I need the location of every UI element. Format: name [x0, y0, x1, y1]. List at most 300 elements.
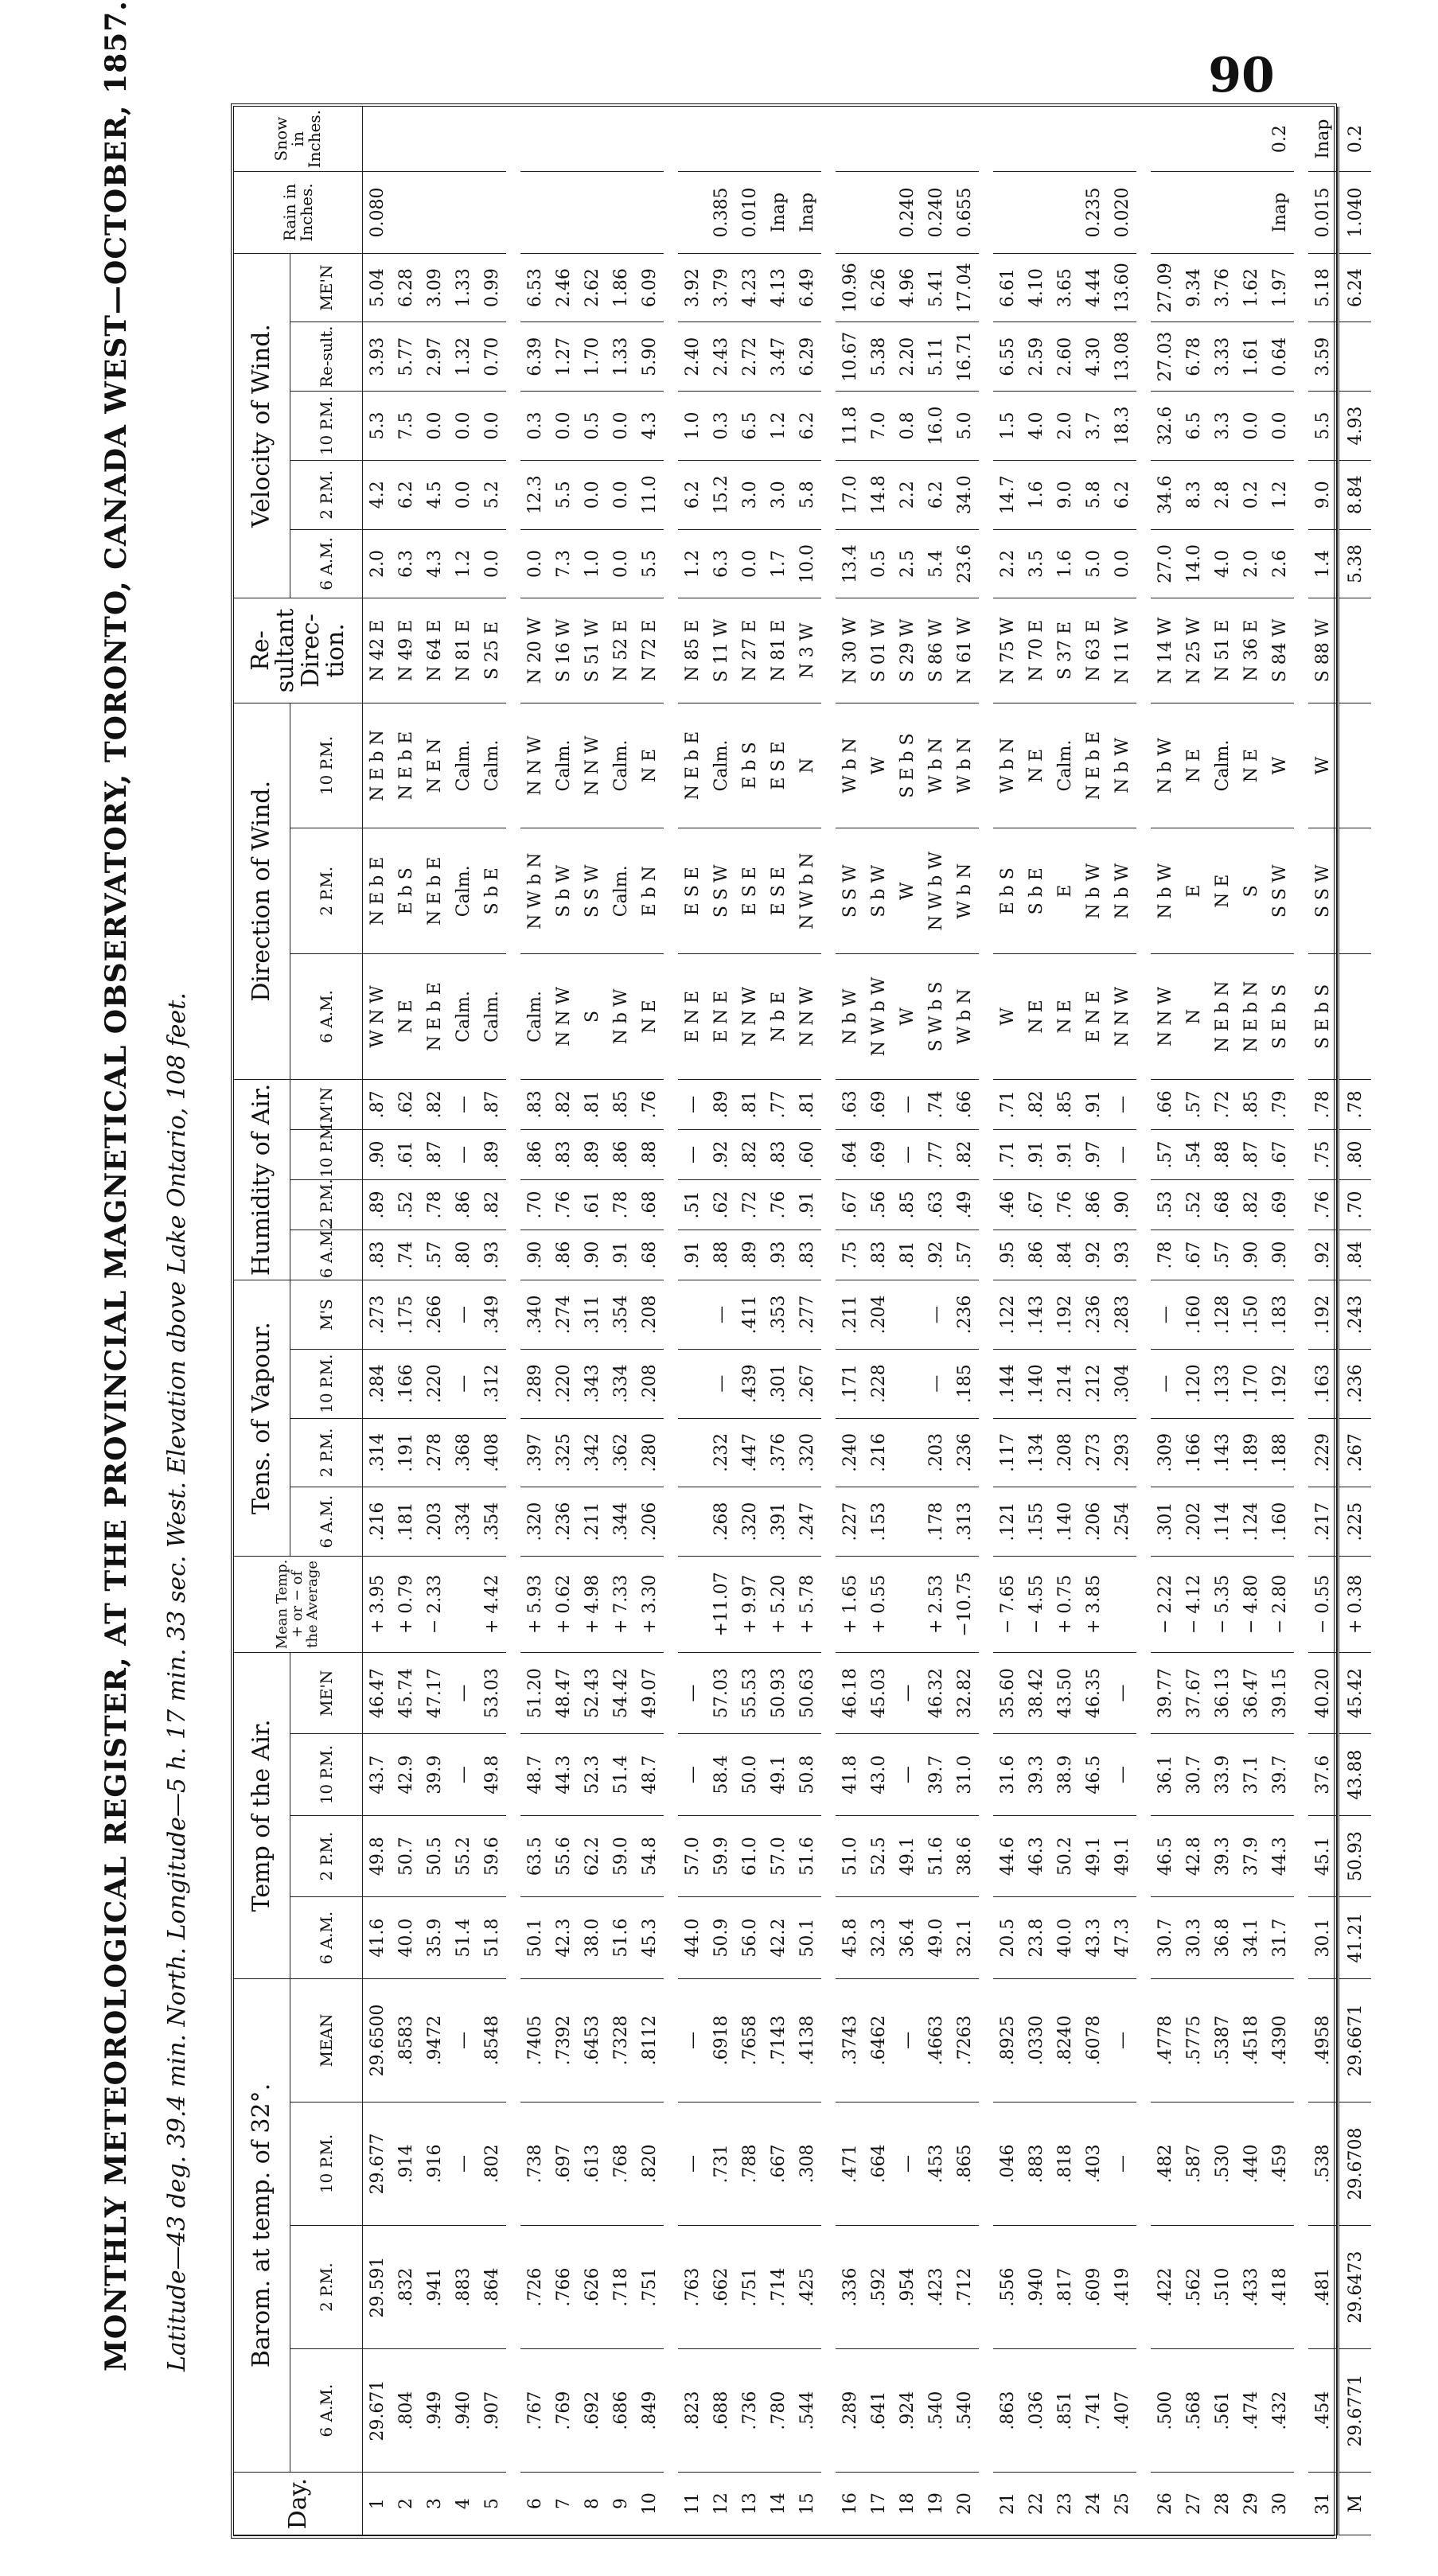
row-spacer [821, 107, 836, 2535]
table-cell: 9 [606, 2473, 635, 2535]
table-cell: N N W [1108, 954, 1136, 1080]
table-cell: N N W [578, 703, 606, 828]
table-cell: .90 [363, 1129, 392, 1179]
table-cell: .738 [520, 2102, 549, 2225]
row-spacer [1294, 107, 1308, 2535]
table-cell: .308 [793, 2102, 821, 2225]
table-cell: 23.8 [1022, 1897, 1050, 1978]
table-cell: .865 [950, 2102, 979, 2225]
table-cell: .664 [864, 2102, 893, 2225]
table-cell: .353 [764, 1280, 793, 1350]
table-cell: 41.21 [1339, 1897, 1372, 1978]
table-cell: 2.46 [549, 253, 578, 322]
table-cell: 0.64 [1265, 322, 1294, 392]
table-cell: .768 [606, 2102, 635, 2225]
table-cell: .192 [1050, 1280, 1079, 1350]
table-cell: 3.79 [707, 253, 735, 322]
table-cell: 2.0 [1050, 392, 1079, 461]
table-cell: S 37 E [1050, 598, 1079, 703]
table-cell: 6.39 [520, 322, 549, 392]
page-subtitle: Latitude—43 deg. 39.4 min. North. Longitude—5 h. 17 min. 33 sec. West. Elevation above Lake Ontario, 108 feet. [163, 992, 191, 2371]
table-cell: 3.93 [363, 322, 392, 392]
table-cell: + 0.55 [864, 1557, 893, 1653]
table-cell: 49.1 [1079, 1815, 1108, 1896]
table-cell: S [578, 954, 606, 1080]
table-cell: Calm. [477, 954, 506, 1080]
table-cell: 55.53 [735, 1652, 764, 1734]
table-cell: .254 [1108, 1487, 1136, 1557]
table-cell: N 3 W [793, 598, 821, 703]
table-cell: .89 [707, 1079, 735, 1129]
table-cell: .587 [1179, 2102, 1208, 2225]
table-cell: .86 [520, 1129, 549, 1179]
table-cell: .74 [922, 1079, 950, 1129]
table-cell: 0.0 [735, 529, 764, 598]
table-cell: .90 [1237, 1230, 1265, 1280]
table-cell: .686 [606, 2349, 635, 2473]
table-cell: .751 [635, 2226, 664, 2349]
table-cell: + 9.97 [735, 1557, 764, 1653]
table-cell: .217 [1308, 1487, 1339, 1557]
table-cell: 1.2 [764, 392, 793, 461]
table-cell: .818 [1050, 2102, 1079, 2225]
table-cell: 47.3 [1108, 1897, 1136, 1978]
table-cell: 2.43 [707, 322, 735, 392]
table-cell: 5.4 [922, 529, 950, 598]
table-cell: .418 [1265, 2226, 1294, 2349]
table-cell: .763 [678, 2226, 707, 2349]
table-cell: .481 [1308, 2226, 1339, 2349]
table-cell: .83 [764, 1129, 793, 1179]
table-cell: .229 [1308, 1418, 1339, 1487]
table-cell: .77 [922, 1129, 950, 1179]
table-cell: 1.27 [549, 322, 578, 392]
table-cell: 2.20 [893, 322, 922, 392]
table-cell [392, 172, 420, 253]
table-cell: 9.34 [1179, 253, 1208, 322]
spacer-cell [506, 107, 520, 2535]
table-cell: 6.2 [922, 460, 950, 529]
table-cell: 46.3 [1022, 1815, 1050, 1896]
table-cell: 2 [392, 2473, 420, 2535]
table-cell [363, 107, 392, 172]
table-cell: E S E [735, 828, 764, 954]
table-cell: 29.591 [363, 2226, 392, 2349]
table-cell: .49 [950, 1179, 979, 1230]
table-cell: .714 [764, 2226, 793, 2349]
table-cell: 6.3 [707, 529, 735, 598]
table-cell: 22 [1022, 2473, 1050, 2535]
table-cell: 3.09 [420, 253, 449, 322]
table-cell: 5.38 [1339, 529, 1372, 598]
table-cell: 30 [1265, 2473, 1294, 2535]
sub-hum-mean: M'N [290, 1079, 363, 1129]
table-cell: 9.0 [1308, 460, 1339, 529]
table-cell: Calm. [449, 954, 477, 1080]
table-cell: .354 [477, 1487, 506, 1557]
table-cell: .86 [549, 1230, 578, 1280]
table-cell: 36.47 [1237, 1652, 1265, 1734]
table-cell: 40.20 [1308, 1652, 1339, 1734]
table-cell: .86 [1022, 1230, 1050, 1280]
sub-temp-6am: 6 A.M. [290, 1897, 363, 1978]
table-cell: .214 [1050, 1349, 1079, 1418]
table-cell: 18 [893, 2473, 922, 2535]
table-cell: 19 [922, 2473, 950, 2535]
table-cell: S b E [477, 828, 506, 954]
table-cell: 6.61 [993, 253, 1022, 322]
table-cell [922, 107, 950, 172]
table-cell: .949 [420, 2349, 449, 2473]
table-cell: .334 [606, 1349, 635, 1418]
table-row [764, 107, 793, 2535]
table-cell: .208 [1050, 1418, 1079, 1487]
table-cell: .91 [1050, 1129, 1079, 1179]
table-cell: 10.0 [793, 529, 821, 598]
table-cell [606, 172, 635, 253]
table-cell: 1.6 [1050, 529, 1079, 598]
table-cell: .236 [1079, 1280, 1108, 1350]
table-cell: .57 [950, 1230, 979, 1280]
table-cell: 35.60 [993, 1652, 1022, 1734]
table-cell: .92 [707, 1129, 735, 1179]
table-cell: .289 [836, 2349, 864, 2473]
table-cell: 5.2 [477, 460, 506, 529]
table-cell: Calm. [477, 703, 506, 828]
table-cell: .225 [1339, 1487, 1372, 1557]
page-number: 90 [1208, 48, 1275, 103]
table-cell: 0.0 [449, 460, 477, 529]
table-cell: .93 [477, 1230, 506, 1280]
table-cell: .86 [1079, 1179, 1108, 1230]
table-row [392, 107, 420, 2535]
table-cell: .70 [520, 1179, 549, 1230]
table-cell [1339, 828, 1372, 954]
table-cell: 48.7 [520, 1734, 549, 1815]
table-cell: .268 [707, 1487, 735, 1557]
table-cell: 46.47 [363, 1652, 392, 1734]
table-cell: 27.09 [1151, 253, 1179, 322]
table-cell: .120 [1179, 1349, 1208, 1418]
table-cell: 3.0 [764, 460, 793, 529]
table-cell: .84 [1050, 1230, 1079, 1280]
table-cell: 0.3 [707, 392, 735, 461]
table-cell: 38.6 [950, 1815, 979, 1896]
table-cell: .592 [864, 2226, 893, 2349]
table-cell: .7405 [520, 1978, 549, 2102]
table-cell: .216 [363, 1487, 392, 1557]
table-cell: 4.44 [1079, 253, 1108, 322]
table-cell: .52 [1179, 1179, 1208, 1230]
table-row [1022, 107, 1050, 2535]
table-cell: 41.6 [363, 1897, 392, 1978]
table-cell: 10 [635, 2473, 664, 2535]
table-row [635, 107, 664, 2535]
table-cell: 49.07 [635, 1652, 664, 1734]
table-cell: .143 [1022, 1280, 1050, 1350]
table-cell: 13 [735, 2473, 764, 2535]
table-cell: N E [635, 703, 664, 828]
table-cell: .88 [1208, 1129, 1237, 1179]
table-cell: 46.5 [1151, 1815, 1179, 1896]
table-cell: .208 [635, 1280, 664, 1350]
table-cell: .82 [950, 1129, 979, 1179]
table-cell: — [1151, 1280, 1179, 1350]
table-cell: Calm. [606, 703, 635, 828]
table-cell: 43.50 [1050, 1652, 1079, 1734]
table-cell: .75 [1308, 1129, 1339, 1179]
table-cell: 5.11 [922, 322, 950, 392]
table-cell: — [449, 1129, 477, 1179]
table-cell: .91 [1079, 1079, 1108, 1129]
table-cell [836, 172, 864, 253]
table-cell: .82 [420, 1079, 449, 1129]
table-cell: .178 [922, 1487, 950, 1557]
table-cell: 8 [578, 2473, 606, 2535]
table-cell [764, 107, 793, 172]
table-cell: .211 [836, 1280, 864, 1350]
table-cell: 13.4 [836, 529, 864, 598]
table-cell: .941 [420, 2226, 449, 2349]
table-cell: .82 [549, 1079, 578, 1129]
table-cell: 4.5 [420, 460, 449, 529]
table-cell: .216 [864, 1418, 893, 1487]
table-cell: .160 [1265, 1487, 1294, 1557]
header-barometer: Barom. at temp. of 32°. [234, 1978, 290, 2472]
table-cell: .80 [1339, 1129, 1372, 1179]
header-mean-temp: Mean Temp. + or − of the Average [234, 1557, 363, 1653]
table-cell: N [793, 703, 821, 828]
table-cell: + 1.65 [836, 1557, 864, 1653]
table-cell: N 20 W [520, 598, 549, 703]
table-cell: .78 [606, 1179, 635, 1230]
table-cell: 4.30 [1079, 322, 1108, 392]
table-cell: .924 [893, 2349, 922, 2473]
header-vapour: Tens. of Vapour. [234, 1280, 290, 1557]
table-cell: 1.7 [764, 529, 793, 598]
table-cell: + 5.20 [764, 1557, 793, 1653]
table-cell: 1.33 [449, 253, 477, 322]
table-cell: .530 [1208, 2102, 1237, 2225]
table-cell: E S E [764, 828, 793, 954]
table-cell: 51.20 [520, 1652, 549, 1734]
table-cell: 38.0 [578, 1897, 606, 1978]
table-cell: 45.42 [1339, 1652, 1372, 1734]
table-row [1050, 107, 1079, 2535]
table-cell: 42.3 [549, 1897, 578, 1978]
table-cell: .4138 [793, 1978, 821, 2102]
table-cell: E [1179, 828, 1208, 954]
table-cell [678, 1349, 707, 1418]
table-cell: .613 [578, 2102, 606, 2225]
table-cell [893, 1487, 922, 1557]
table-cell: .128 [1208, 1280, 1237, 1350]
table-cell: .203 [420, 1487, 449, 1557]
table-cell: .540 [922, 2349, 950, 2473]
table-cell: .82 [735, 1129, 764, 1179]
table-cell: 32.82 [950, 1652, 979, 1734]
table-cell: .4390 [1265, 1978, 1294, 2102]
table-cell [836, 107, 864, 172]
table-cell: .454 [1308, 2349, 1339, 2473]
table-cell: — [449, 1652, 477, 1734]
table-cell: .192 [1308, 1280, 1339, 1350]
table-cell: S 84 W [1265, 598, 1294, 703]
table-cell: + 7.33 [606, 1557, 635, 1653]
table-cell: 10.67 [836, 322, 864, 392]
table-cell [477, 107, 506, 172]
table-cell: 20 [950, 2473, 979, 2535]
table-cell: N 72 E [635, 598, 664, 703]
table-cell: .212 [1079, 1349, 1108, 1418]
table-cell: N W b N [520, 828, 549, 954]
table-cell: .340 [520, 1280, 549, 1350]
table-cell [1179, 107, 1208, 172]
table-cell [1208, 107, 1237, 172]
table-cell: W [993, 954, 1022, 1080]
table-cell: .114 [1208, 1487, 1237, 1557]
meteorological-register-table [234, 107, 1371, 2535]
table-cell: − 7.65 [993, 1557, 1022, 1653]
table-cell: .81 [893, 1230, 922, 1280]
table-cell: .83 [520, 1079, 549, 1129]
table-cell: + 3.30 [635, 1557, 664, 1653]
table-cell: N 81 E [449, 598, 477, 703]
table-cell: .92 [1079, 1230, 1108, 1280]
table-cell: 0.0 [606, 529, 635, 598]
table-cell: .62 [707, 1179, 735, 1230]
table-cell: .91 [793, 1179, 821, 1230]
table-cell: N b W [836, 954, 864, 1080]
table-row [678, 107, 707, 2535]
table-cell: .88 [635, 1129, 664, 1179]
table-cell: .57 [420, 1230, 449, 1280]
table-cell: S E b S [1308, 954, 1339, 1080]
sub-barom-2pm: 2 P.M. [290, 2226, 363, 2349]
spacer-cell [664, 107, 678, 2535]
table-cell: .354 [606, 1280, 635, 1350]
table-cell: 34.1 [1237, 1897, 1265, 1978]
table-cell: .433 [1237, 2226, 1265, 2349]
table-cell: N W b N [793, 828, 821, 954]
table-cell: .122 [993, 1280, 1022, 1350]
table-cell: .133 [1208, 1349, 1237, 1418]
table-cell: .150 [1237, 1280, 1265, 1350]
table-cell: .84 [1339, 1230, 1372, 1280]
table-cell: 3.92 [678, 253, 707, 322]
table-cell: .88 [707, 1230, 735, 1280]
table-cell [1179, 172, 1208, 253]
table-cell: 6.2 [678, 460, 707, 529]
table-cell: N E b E [1079, 703, 1108, 828]
table-cell: N 30 W [836, 598, 864, 703]
table-cell: N W b W [922, 828, 950, 954]
table-cell: 5.90 [635, 322, 664, 392]
table-cell: S 51 W [578, 598, 606, 703]
table-cell: .143 [1208, 1418, 1237, 1487]
sub-dir-2pm: 2 P.M. [290, 828, 363, 954]
table-cell: + 4.98 [578, 1557, 606, 1653]
table-cell: .425 [793, 2226, 821, 2349]
table-cell: 37.9 [1237, 1815, 1265, 1896]
table-cell: .314 [363, 1418, 392, 1487]
table-cell: .76 [1050, 1179, 1079, 1230]
table-cell: N 49 E [392, 598, 420, 703]
table-cell: 0.0 [420, 392, 449, 461]
table-cell: .407 [1108, 2349, 1136, 2473]
table-cell: .80 [449, 1230, 477, 1280]
table-cell: .63 [922, 1179, 950, 1230]
table-cell: + 3.95 [363, 1557, 392, 1653]
table-cell: 14.7 [993, 460, 1022, 529]
table-cell: .91 [606, 1230, 635, 1280]
table-cell: N E b N [1237, 954, 1265, 1080]
table-cell: Calm. [549, 703, 578, 828]
table-cell: .72 [1208, 1079, 1237, 1129]
table-cell [1022, 172, 1050, 253]
table-cell: .82 [1022, 1079, 1050, 1129]
table-cell: — [678, 1079, 707, 1129]
table-cell: .6078 [1079, 1978, 1108, 2102]
table-cell: 3.0 [735, 460, 764, 529]
table-cell: .301 [764, 1349, 793, 1418]
table-cell: — [893, 1129, 922, 1179]
sub-temp-2pm: 2 P.M. [290, 1815, 363, 1896]
table-cell: .474 [1237, 2349, 1265, 2473]
table-row [836, 107, 864, 2535]
table-cell: .236 [950, 1280, 979, 1350]
table-cell: 0.015 [1308, 172, 1339, 253]
sub-vel-result: Re-sult. [290, 322, 363, 392]
table-cell: .87 [477, 1079, 506, 1129]
table-row [950, 107, 979, 2535]
table-cell: + 0.79 [392, 1557, 420, 1653]
table-cell: 29 [1237, 2473, 1265, 2535]
table-cell: Calm. [449, 703, 477, 828]
table-cell: .832 [392, 2226, 420, 2349]
table-cell: 29.6473 [1339, 2226, 1372, 2349]
table-cell [449, 107, 477, 172]
table-cell: 27.03 [1151, 322, 1179, 392]
table-cell: .203 [922, 1418, 950, 1487]
table-cell: .232 [707, 1418, 735, 1487]
table-cell: .86 [449, 1179, 477, 1230]
table-cell: — [449, 1280, 477, 1350]
table-cell: 50.0 [735, 1734, 764, 1815]
table-cell: .67 [1265, 1129, 1294, 1179]
table-cell: 50.2 [1050, 1815, 1079, 1896]
table-cell: 0.5 [578, 392, 606, 461]
table-cell: − 2.33 [420, 1557, 449, 1653]
table-cell: 48.7 [635, 1734, 664, 1815]
table-cell: 0.0 [449, 392, 477, 461]
table-cell: N 11 W [1108, 598, 1136, 703]
sub-barom-10pm: 10 P.M. [290, 2102, 363, 2225]
table-cell: .144 [993, 1349, 1022, 1418]
table-cell: 7.3 [549, 529, 578, 598]
table-cell: .90 [578, 1230, 606, 1280]
table-cell: N E b N [1208, 954, 1237, 1080]
row-spacer [664, 107, 678, 2535]
table-cell: W b N [950, 828, 979, 954]
table-cell: N E b N [363, 703, 392, 828]
table-cell: N E b E [392, 703, 420, 828]
table-cell: 29.6500 [363, 1978, 392, 2102]
table-cell: .718 [606, 2226, 635, 2349]
table-cell: — [922, 1280, 950, 1350]
table-cell: Calm. [449, 828, 477, 954]
table-cell: N N W [735, 954, 764, 1080]
